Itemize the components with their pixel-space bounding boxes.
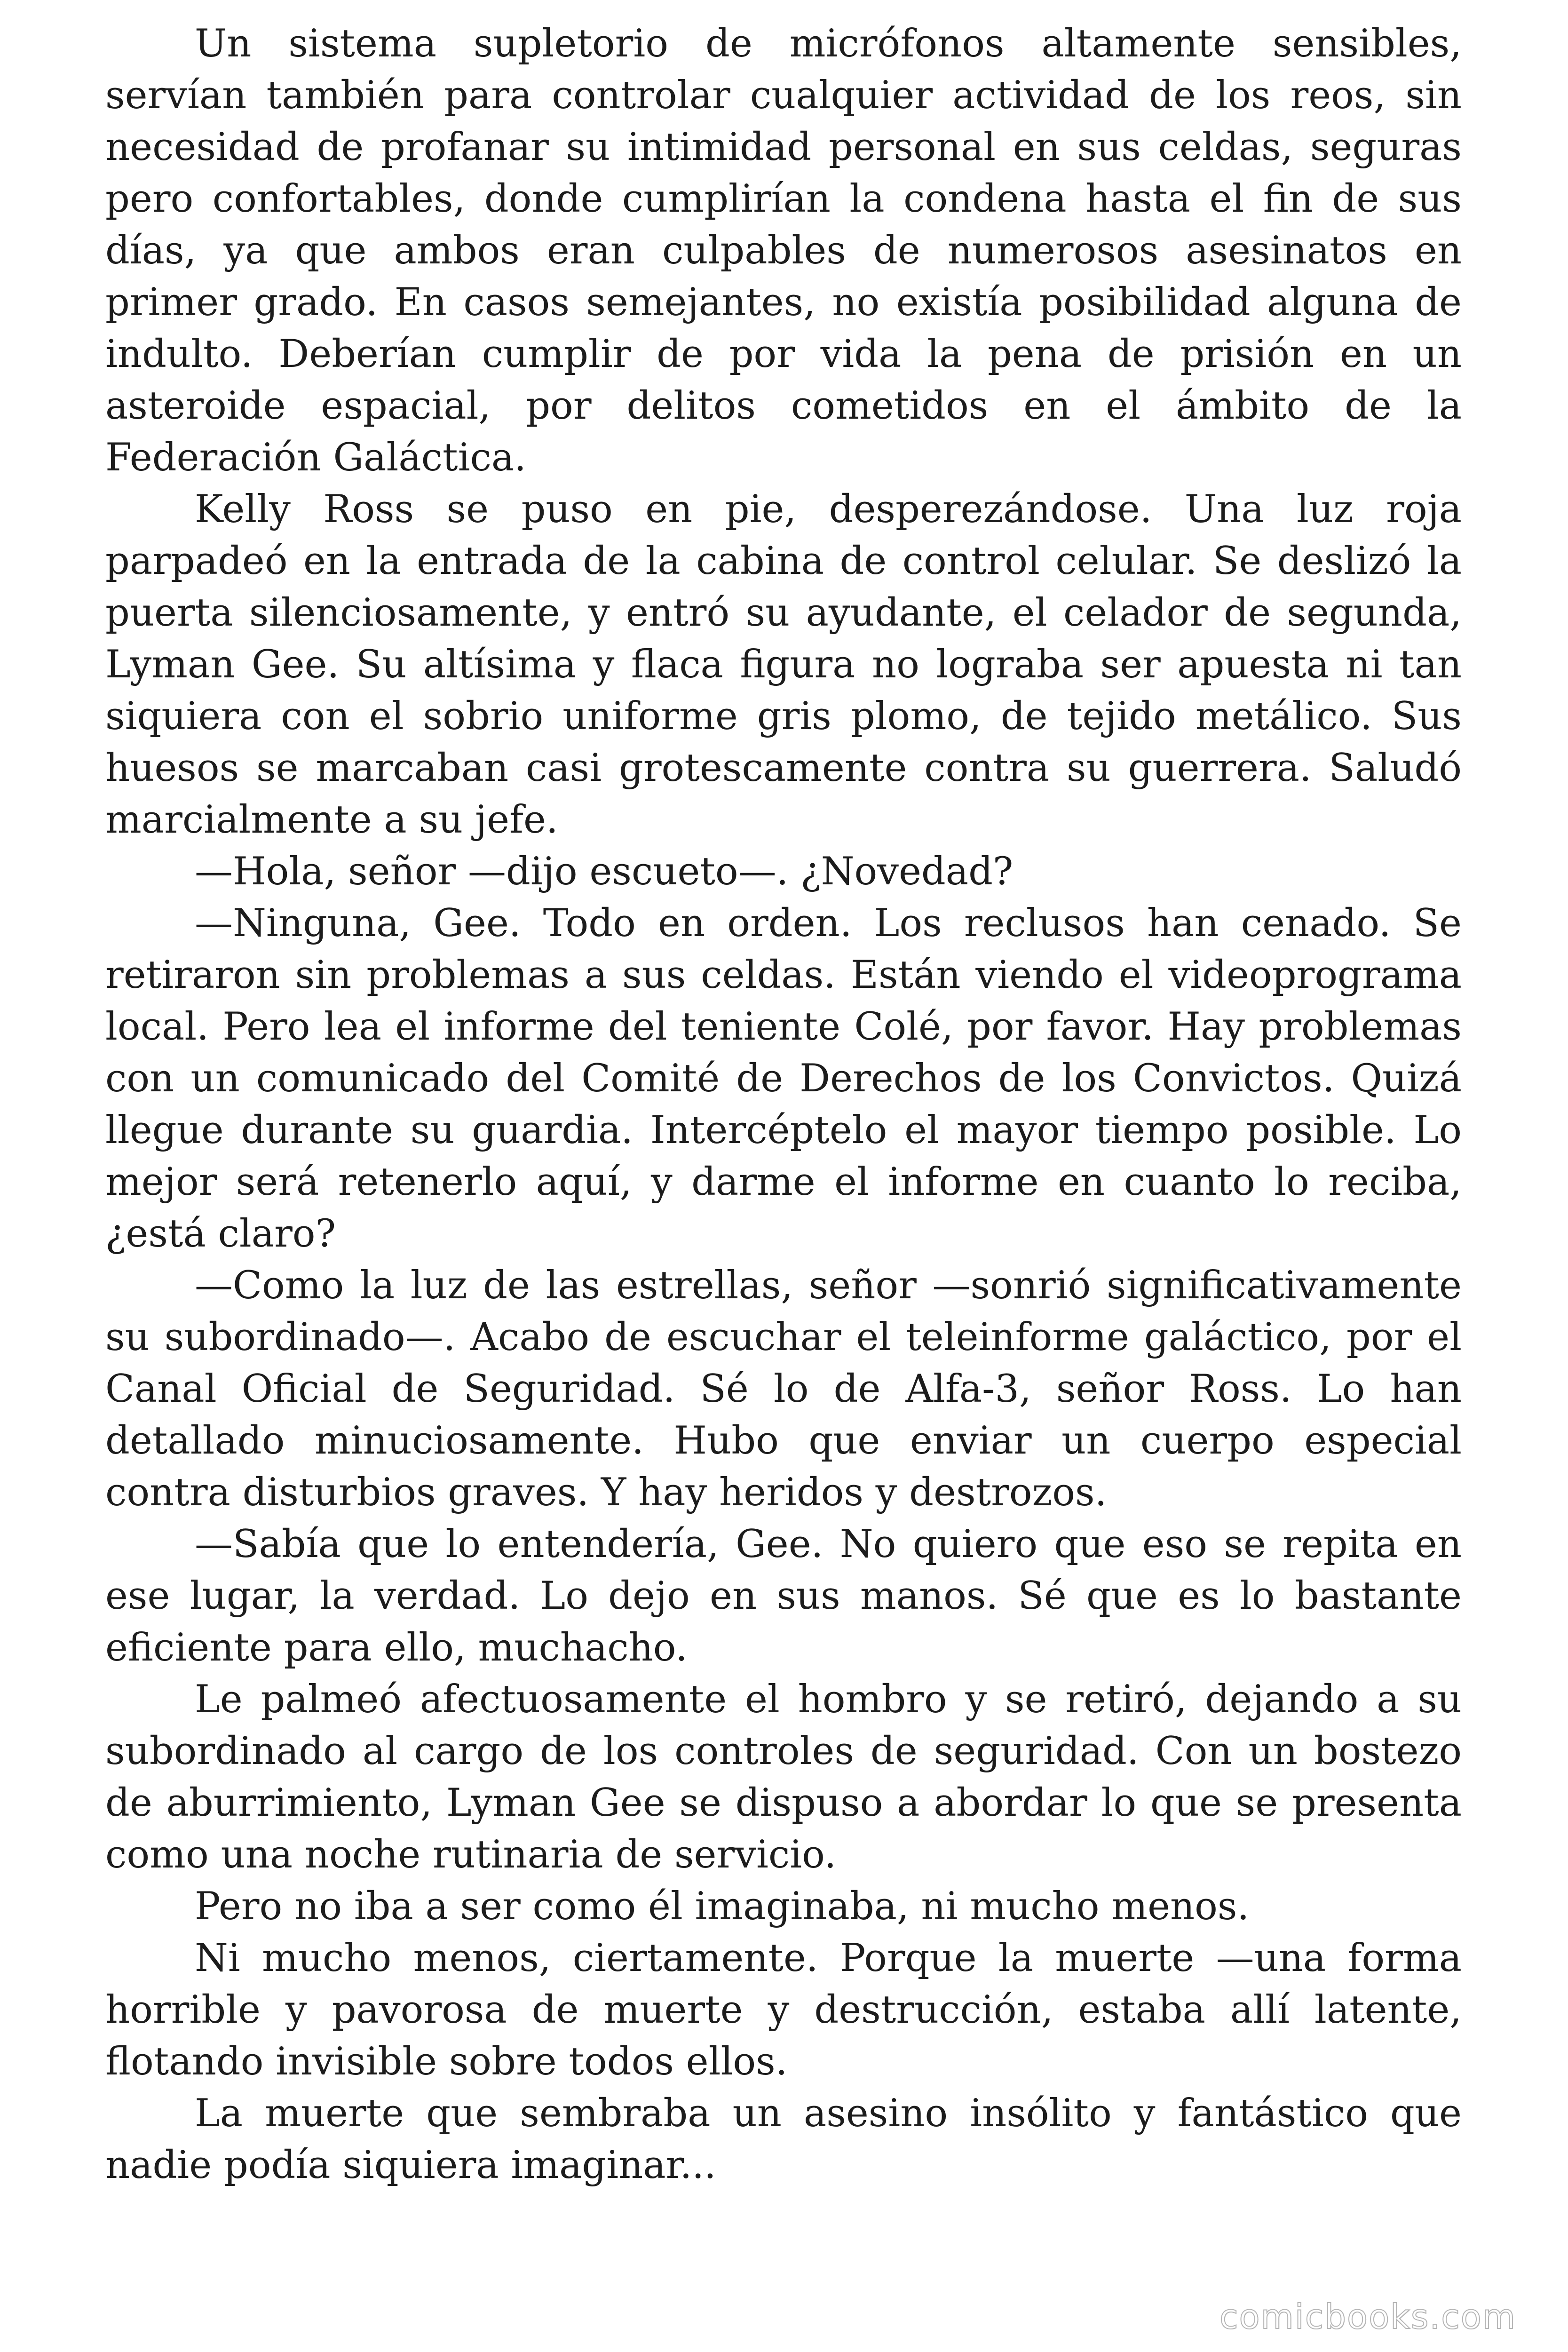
body-text bbox=[105, 18, 1462, 2191]
paragraph-7: Le palmeó afectuosamente el hombro y se retiró, dejando a su subordinado al cargo de los controles de seguridad. Con un bostezo de aburrimiento, Lyman Gee se dispuso a abordar lo que se presenta como una noche rutinaria de servicio. bbox=[105, 1677, 1462, 1877]
paragraph-1: Un sistema supletorio de micrófonos altamente sensibles, servían también para controlar cualquier actividad de los reos, sin necesidad de profanar su intimidad personal en sus celdas, seguras pero confortables, donde cumplirían la condena hasta el fin de sus días, ya que ambos eran culpables de numerosos asesinatos en primer grado. En casos semejantes, no existía posibilidad alguna de indulto. Deberían cumplir de por vida la pena de prisión en un asteroide espacial, por delitos cometidos en el ámbito de la Federación Galáctica. bbox=[105, 22, 1462, 480]
watermark: comicbooks.com bbox=[1219, 2297, 1516, 2336]
paragraph-10: La muerte que sembraba un asesino insólito y fantástico que nadie podía siquiera imaginar... bbox=[105, 2091, 1462, 2187]
paragraph-4: —Ninguna, Gee. Todo en orden. Los reclusos han cenado. Se retiraron sin problemas a sus celdas. Están viendo el videoprograma local. Pero lea el informe del teniente Colé, por favor. Hay problemas con un comunicado del Comité de Derechos de los Convictos. Quizá llegue durante su guardia. Intercéptelo el mayor tiempo posible. Lo mejor será retenerlo aquí, y darme el informe en cuanto lo reciba, ¿está claro? bbox=[105, 901, 1462, 1256]
paragraph-5: —Como la luz de las estrellas, señor —sonrió significativamente su subordinado—. Acabo de escuchar el teleinforme galáctico, por el Canal Oficial de Seguridad. Sé lo de Alfa-3, señor Ross. Lo han detallado minuciosamente. Hubo que enviar un cuerpo especial contra disturbios graves. Y hay heridos y destrozos. bbox=[105, 1263, 1462, 1515]
paragraph-3: —Hola, señor —dijo escueto—. ¿Novedad? bbox=[195, 850, 1014, 894]
paragraph-8: Pero no iba a ser como él imaginaba, ni mucho menos. bbox=[195, 1884, 1250, 1929]
paragraph-2: Kelly Ross se puso en pie, desperezándose. Una luz roja parpadeó en la entrada de la cabina de control celular. Se deslizó la puerta silenciosamente, y entró su ayudante, el celador de segunda, Lyman Gee. Su altísima y flaca figura no lograba ser apuesta ni tan siquiera con el sobrio uniforme gris plomo, de tejido metálico. Sus huesos se marcaban casi grotescamente contra su guerrera. Saludó marcialmente a su jefe. bbox=[105, 487, 1462, 842]
paragraph-6: —Sabía que lo entendería, Gee. No quiero que eso se repita en ese lugar, la verdad. Lo dejo en sus manos. Sé que es lo bastante eficiente para ello, muchacho. bbox=[105, 1522, 1462, 1670]
paragraph-9: Ni mucho menos, ciertamente. Porque la muerte —una forma horrible y pavorosa de muerte y destrucción, estaba allí latente, flotando invisible sobre todos ellos. bbox=[105, 1936, 1462, 2084]
